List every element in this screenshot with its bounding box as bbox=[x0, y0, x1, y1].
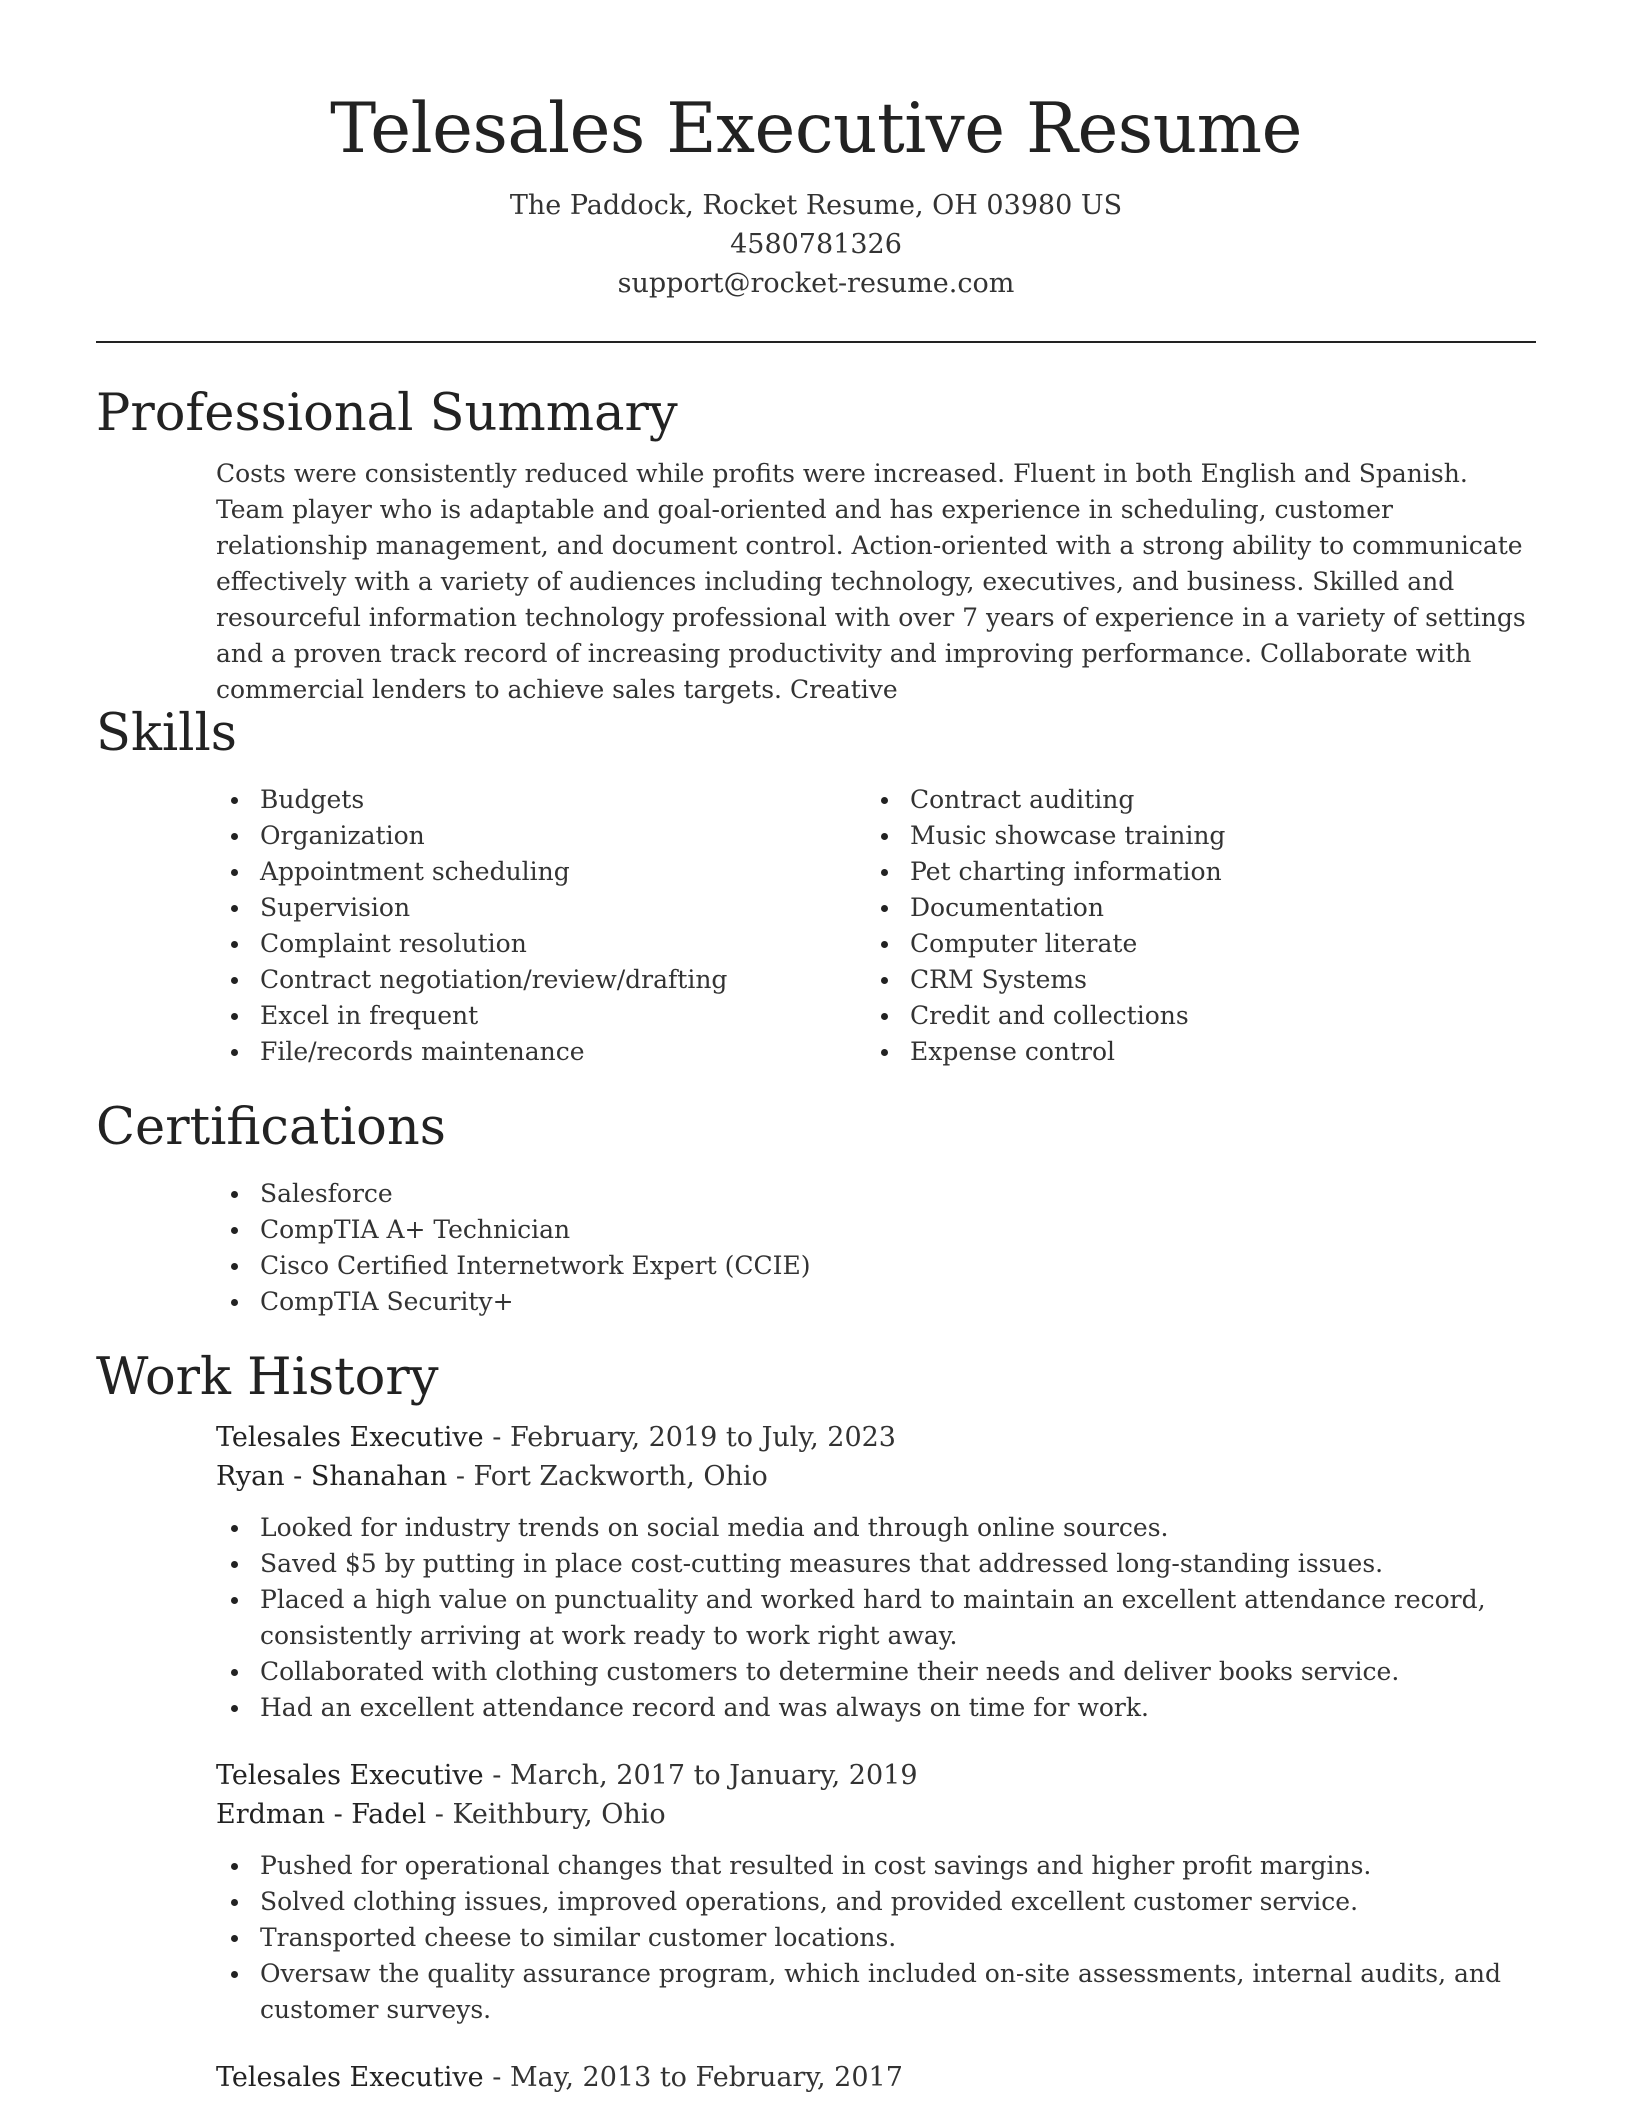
list-item: Pet charting information bbox=[910, 854, 1516, 890]
separator: - bbox=[483, 2062, 510, 2093]
separator: - bbox=[426, 1799, 453, 1830]
list-item: Excel in frequent bbox=[260, 998, 866, 1034]
list-item: Organization bbox=[260, 818, 866, 854]
job-title: Telesales Executive bbox=[216, 2062, 484, 2093]
contact-phone: 4580781326 bbox=[730, 229, 902, 260]
work-history-section bbox=[96, 1346, 1536, 2097]
list-item: CompTIA Security+ bbox=[260, 1284, 1536, 1320]
skills-column-left bbox=[216, 782, 866, 1070]
job-dates: February, 2019 to July, 2023 bbox=[509, 1422, 896, 1453]
list-item: Transported cheese to similar customer locations. bbox=[260, 1920, 1536, 1956]
list-item: Collaborated with clothing customers to determine their needs and deliver books service. bbox=[260, 1654, 1536, 1690]
resume-header bbox=[0, 0, 1632, 303]
skills-heading: Skills bbox=[96, 704, 237, 763]
contact-address: The Paddock, Rocket Resume, OH 03980 US bbox=[509, 190, 1123, 221]
list-item: File/records maintenance bbox=[260, 1034, 866, 1070]
list-item: Supervision bbox=[260, 890, 866, 926]
list-item: Looked for industry trends on social media and through online sources. bbox=[260, 1510, 1536, 1546]
skills-columns bbox=[216, 782, 1536, 1070]
job-title-line bbox=[216, 1418, 1536, 1457]
certifications-body bbox=[216, 1176, 1536, 1320]
work-history-body bbox=[216, 1418, 1536, 2097]
job-bullets bbox=[216, 1510, 1536, 1726]
list-item: Contract auditing bbox=[910, 782, 1516, 818]
summary-body bbox=[216, 456, 1536, 708]
list-item: Expense control bbox=[910, 1034, 1516, 1070]
separator: - bbox=[483, 1760, 510, 1791]
list-item: Budgets bbox=[260, 782, 866, 818]
list-item: Complaint resolution bbox=[260, 926, 866, 962]
job-title-line bbox=[216, 1756, 1536, 1795]
skills-list-left bbox=[216, 782, 866, 1070]
list-item: Documentation bbox=[910, 890, 1516, 926]
list-item: Placed a high value on punctuality and worked hard to maintain an excellent attendance record, consistently arriving at work ready to work right away. bbox=[260, 1582, 1536, 1654]
certifications-heading: Certifications bbox=[96, 1098, 446, 1157]
job-company-line bbox=[216, 1457, 1536, 1496]
job-title-line bbox=[216, 2058, 1536, 2097]
job-entry bbox=[216, 1418, 1536, 1726]
list-item: CompTIA A+ Technician bbox=[260, 1212, 1536, 1248]
list-item: Solved clothing issues, improved operations, and provided excellent customer service. bbox=[260, 1884, 1536, 1920]
job-company-line bbox=[216, 1795, 1536, 1834]
list-item: Credit and collections bbox=[910, 998, 1516, 1034]
job-entry bbox=[216, 2058, 1536, 2097]
job-title: Telesales Executive bbox=[216, 1422, 484, 1453]
resume-title: Telesales Executive Resume bbox=[330, 89, 1302, 169]
summary-section bbox=[96, 382, 1536, 708]
list-item: Cisco Certified Internetwork Expert (CCIE) bbox=[260, 1248, 1536, 1284]
job-dates: May, 2013 to February, 2017 bbox=[509, 2062, 903, 2093]
separator: - bbox=[483, 1422, 510, 1453]
job-location: Keithbury, Ohio bbox=[452, 1799, 666, 1830]
skills-list-right bbox=[866, 782, 1516, 1070]
skills-body bbox=[216, 782, 1536, 1070]
job-company: Erdman - Fadel bbox=[216, 1799, 427, 1830]
list-item: Saved $5 by putting in place cost-cutting measures that addressed long-standing issues. bbox=[260, 1546, 1536, 1582]
contact-email: support@rocket-resume.com bbox=[617, 268, 1015, 299]
list-item: Music showcase training bbox=[910, 818, 1516, 854]
skills-section bbox=[96, 702, 1536, 1070]
job-location: Fort Zackworth, Ohio bbox=[473, 1461, 768, 1492]
list-item: CRM Systems bbox=[910, 962, 1516, 998]
list-item: Contract negotiation/review/drafting bbox=[260, 962, 866, 998]
contact-block bbox=[0, 186, 1632, 303]
summary-heading: Professional Summary bbox=[96, 384, 678, 443]
summary-text: Costs were consistently reduced while profits were increased. Fluent in both English and Spanish. Team player who is adaptable and goal-oriented and has experience in scheduling, customer relationship management, and document control. Action-oriented with a strong ability to communicate effectively with a variety of audiences including technology, executives, and business. Skilled and resourceful information technology professional with over 7 years of experience in a variety of settings and a proven track record of increasing productivity and improving performance. Collaborate with commercial lenders to achieve sales targets. Creative bbox=[216, 459, 1526, 704]
job-company: Ryan - Shanahan bbox=[216, 1461, 448, 1492]
list-item: Salesforce bbox=[260, 1176, 1536, 1212]
list-item: Oversaw the quality assurance program, which included on-site assessments, internal audits, and customer surveys. bbox=[260, 1956, 1536, 2028]
job-bullets bbox=[216, 1848, 1536, 2028]
work-history-heading: Work History bbox=[96, 1348, 439, 1407]
list-item: Computer literate bbox=[910, 926, 1516, 962]
skills-column-right bbox=[866, 782, 1516, 1070]
list-item: Had an excellent attendance record and was always on time for work. bbox=[260, 1690, 1536, 1726]
job-dates: March, 2017 to January, 2019 bbox=[509, 1760, 918, 1791]
separator: - bbox=[447, 1461, 474, 1492]
header-divider bbox=[96, 341, 1536, 343]
job-title: Telesales Executive bbox=[216, 1760, 484, 1791]
list-item: Pushed for operational changes that resulted in cost savings and higher profit margins. bbox=[260, 1848, 1536, 1884]
certifications-list bbox=[216, 1176, 1536, 1320]
certifications-section bbox=[96, 1096, 1536, 1320]
list-item: Appointment scheduling bbox=[260, 854, 866, 890]
job-entry bbox=[216, 1756, 1536, 2028]
